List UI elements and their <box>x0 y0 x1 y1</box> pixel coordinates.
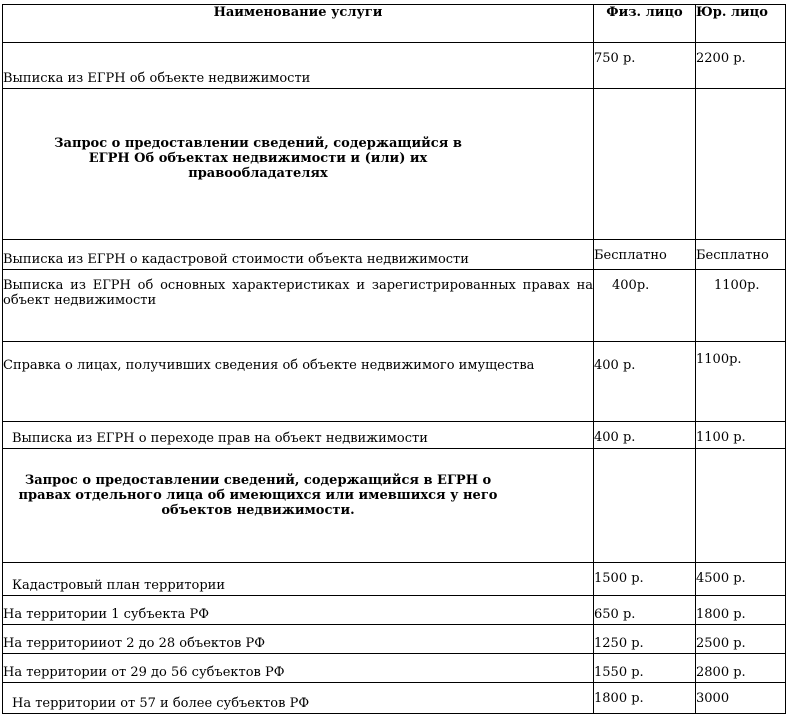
header-physical-person: Физ. лицо <box>594 5 696 43</box>
table-row <box>3 683 786 714</box>
price-physical: 650 р. <box>594 596 696 625</box>
section-cell <box>3 449 594 563</box>
section-cell <box>3 89 594 240</box>
services-price-table <box>2 4 786 714</box>
header-service-name: Наименование услуги <box>3 5 594 43</box>
table-row <box>3 43 786 89</box>
price-physical: 400 р. <box>594 422 696 449</box>
price-physical: 1800 р. <box>594 683 696 714</box>
empty-cell <box>594 449 696 563</box>
section-row <box>3 449 786 563</box>
price-legal: 1800 р. <box>696 596 786 625</box>
price-physical: 1500 р. <box>594 563 696 596</box>
service-name: На территории 1 субъекта РФ <box>3 596 594 625</box>
table-row <box>3 422 786 449</box>
price-physical: 400 р. <box>594 342 696 422</box>
service-name: Выписка из ЕГРН о кадастровой стоимости объекта недвижимости <box>3 240 594 270</box>
section-title: Запрос о предоставлении сведений, содержащийся в ЕГРН Об объектах недвижимости и (или) их правообладателях <box>54 136 462 181</box>
service-name: Справка о лицах, получивших сведения об объекте недвижимого имущества <box>3 342 594 422</box>
table-row <box>3 625 786 654</box>
price-legal: 1100 р. <box>696 422 786 449</box>
table-row <box>3 270 786 342</box>
service-name: На территории от 57 и более субъектов РФ <box>3 683 594 714</box>
table-header-row <box>3 5 786 43</box>
price-legal: 3000 <box>696 683 786 714</box>
service-name: Выписка из ЕГРН о переходе прав на объект недвижимости <box>3 422 594 449</box>
header-legal-entity: Юр. лицо <box>696 5 786 43</box>
section-row <box>3 89 786 240</box>
price-legal: Бесплатно <box>696 240 786 270</box>
table-row <box>3 596 786 625</box>
empty-cell <box>594 89 696 240</box>
service-name: На территории от 29 до 56 субъектов РФ <box>3 654 594 683</box>
price-physical: 400р. <box>594 270 696 342</box>
price-legal: 2800 р. <box>696 654 786 683</box>
table-row <box>3 563 786 596</box>
empty-cell <box>696 89 786 240</box>
service-name: Выписка из ЕГРН об основных характеристиках и зарегистрированных правах на объект недвижимости <box>3 270 594 342</box>
price-legal: 1100р. <box>696 342 786 422</box>
section-title: Запрос о предоставлении сведений, содержащийся в ЕГРН о правах отдельного лица об имеющихся или имевшихся у него объектов недвижимости. <box>18 473 498 518</box>
price-legal: 4500 р. <box>696 563 786 596</box>
price-legal: 1100р. <box>696 270 786 342</box>
price-physical: 1250 р. <box>594 625 696 654</box>
price-physical: 750 р. <box>594 43 696 89</box>
price-physical: 1550 р. <box>594 654 696 683</box>
price-legal: 2500 р. <box>696 625 786 654</box>
empty-cell <box>696 449 786 563</box>
service-name: Выписка из ЕГРН об объекте недвижимости <box>3 43 594 89</box>
table-row <box>3 654 786 683</box>
price-physical: Бесплатно <box>594 240 696 270</box>
table-row <box>3 342 786 422</box>
service-name: Кадастровый план территории <box>3 563 594 596</box>
service-name: На территорииот 2 до 28 объектов РФ <box>3 625 594 654</box>
table-row <box>3 240 786 270</box>
price-legal: 2200 р. <box>696 43 786 89</box>
